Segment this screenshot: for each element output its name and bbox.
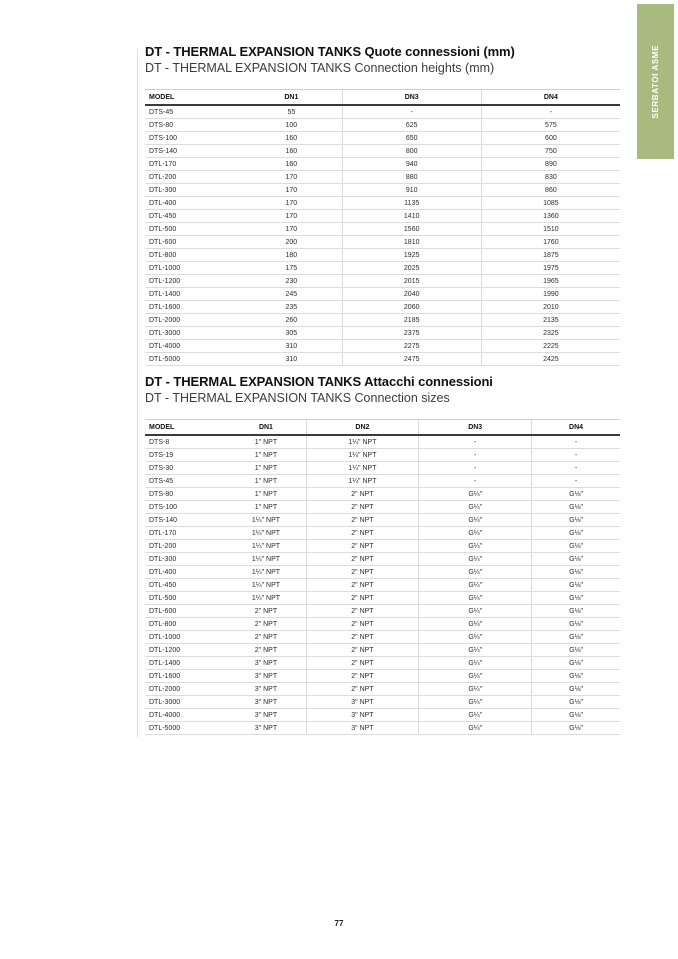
table-cell: G¼" (419, 631, 532, 644)
table-cell: - (532, 475, 620, 488)
table-cell: G⅛" (532, 709, 620, 722)
connection-sizes-table (145, 419, 620, 735)
table-row (145, 592, 620, 605)
table-cell: 170 (241, 223, 342, 236)
table-cell: G⅛" (532, 566, 620, 579)
table-cell: 2" NPT (306, 527, 419, 540)
table-cell: 3" NPT (306, 696, 419, 709)
table-cell: G⅛" (532, 488, 620, 501)
table-row (145, 644, 620, 657)
table-cell: DTS-8 (145, 435, 226, 449)
table-cell: G⅛" (532, 579, 620, 592)
side-tab-serbatoi-asme (637, 4, 674, 159)
table-cell: 2060 (342, 301, 481, 314)
table-cell: 1" NPT (226, 449, 306, 462)
table-cell: 2275 (342, 340, 481, 353)
table-cell: 3" NPT (306, 709, 419, 722)
table-cell: G⅛" (532, 501, 620, 514)
table-cell: DTL-2000 (145, 683, 226, 696)
table-cell: 3" NPT (226, 657, 306, 670)
table-row (145, 145, 620, 158)
table-cell: 3" NPT (226, 696, 306, 709)
table-cell: 2135 (481, 314, 620, 327)
table-cell: 170 (241, 184, 342, 197)
table-cell: 3" NPT (226, 709, 306, 722)
table-cell: 180 (241, 249, 342, 262)
table-cell: G⅛" (532, 657, 620, 670)
table-cell: 3" NPT (306, 722, 419, 735)
table-cell: 170 (241, 197, 342, 210)
page-number: 77 (334, 919, 344, 928)
table-cell: 1¼" NPT (226, 553, 306, 566)
table-row (145, 488, 620, 501)
table-cell: 1" NPT (226, 435, 306, 449)
table-cell: - (481, 105, 620, 119)
table-cell: 880 (342, 171, 481, 184)
table-row (145, 553, 620, 566)
table-cell: G⅛" (532, 527, 620, 540)
table-cell: 2" NPT (226, 618, 306, 631)
table-cell: DTL-500 (145, 223, 241, 236)
table-cell: 1¼" NPT (226, 566, 306, 579)
table-cell: G¼" (419, 709, 532, 722)
table-cell: - (342, 105, 481, 119)
table-cell: G⅛" (532, 618, 620, 631)
table-row (145, 119, 620, 132)
table-cell: G¼" (419, 553, 532, 566)
table-header-row (145, 420, 620, 436)
table-cell: DTL-170 (145, 527, 226, 540)
table-row (145, 210, 620, 223)
table-cell: DTL-1400 (145, 657, 226, 670)
table-cell: 1" NPT (226, 488, 306, 501)
table-row (145, 340, 620, 353)
table-cell: 100 (241, 119, 342, 132)
table-cell: DTL-400 (145, 197, 241, 210)
table-cell: 2" NPT (226, 605, 306, 618)
table-cell: G⅛" (532, 644, 620, 657)
table-cell: DTL-450 (145, 210, 241, 223)
table-row (145, 514, 620, 527)
table-cell: 2475 (342, 353, 481, 366)
table-cell: DTL-170 (145, 158, 241, 171)
table-cell: DTL-1200 (145, 644, 226, 657)
table-cell: DTL-4000 (145, 709, 226, 722)
table-cell: - (532, 449, 620, 462)
table-row (145, 566, 620, 579)
table-cell: G¼" (419, 605, 532, 618)
table-cell: DTS-80 (145, 488, 226, 501)
table-cell: DTL-1600 (145, 301, 241, 314)
table-cell: DTL-600 (145, 605, 226, 618)
table-cell: 2" NPT (306, 553, 419, 566)
table-cell: 230 (241, 275, 342, 288)
table-cell: 2" NPT (306, 683, 419, 696)
table-cell: 860 (481, 184, 620, 197)
table-cell: G¼" (419, 644, 532, 657)
table-cell: 1¼" NPT (226, 540, 306, 553)
table-cell: G⅛" (532, 553, 620, 566)
table-cell: 175 (241, 262, 342, 275)
table-header-row (145, 90, 620, 106)
table-cell: 2" NPT (306, 514, 419, 527)
table-row (145, 223, 620, 236)
table-row (145, 288, 620, 301)
section-connection-heights (145, 44, 620, 366)
table-row (145, 605, 620, 618)
table-cell: G¼" (419, 657, 532, 670)
table-row (145, 327, 620, 340)
table-row (145, 527, 620, 540)
table-cell: 1560 (342, 223, 481, 236)
table-cell: 2" NPT (306, 566, 419, 579)
table-cell: DTL-800 (145, 618, 226, 631)
table-cell: G¼" (419, 514, 532, 527)
table-cell: G⅛" (532, 514, 620, 527)
table-row (145, 618, 620, 631)
table-cell: 1" NPT (226, 475, 306, 488)
table-cell: DTL-500 (145, 592, 226, 605)
table-cell: 260 (241, 314, 342, 327)
table-cell: G¼" (419, 670, 532, 683)
section2-title: DT - THERMAL EXPANSION TANKS Attacchi connessioni (145, 374, 493, 389)
table-cell: 910 (342, 184, 481, 197)
table-row (145, 449, 620, 462)
table-cell: DTS-80 (145, 119, 241, 132)
table-cell: 2425 (481, 353, 620, 366)
table-cell: DTS-140 (145, 145, 241, 158)
table-cell: DTL-2000 (145, 314, 241, 327)
column-header: DN3 (419, 420, 532, 436)
table-row (145, 722, 620, 735)
table-cell: G¼" (419, 696, 532, 709)
table-cell: 1965 (481, 275, 620, 288)
table-row (145, 696, 620, 709)
side-tab-label: SERBATOI ASME (651, 44, 660, 119)
table-row (145, 683, 620, 696)
table-cell: DTS-45 (145, 105, 241, 119)
column-header: DN3 (342, 90, 481, 106)
table-cell: G¼" (419, 722, 532, 735)
table-cell: DTL-4000 (145, 340, 241, 353)
connection-heights-table (145, 89, 620, 366)
table-cell: 1¼" NPT (226, 592, 306, 605)
table-cell: 1¼" NPT (306, 462, 419, 475)
table-cell: 160 (241, 158, 342, 171)
table-row (145, 657, 620, 670)
table-cell: 1760 (481, 236, 620, 249)
table-cell: 1875 (481, 249, 620, 262)
table-cell: G¼" (419, 566, 532, 579)
column-header: DN1 (226, 420, 306, 436)
table-row (145, 709, 620, 722)
table-cell: DTS-19 (145, 449, 226, 462)
table-cell: 3" NPT (226, 722, 306, 735)
table-cell: G¼" (419, 488, 532, 501)
table-cell: G¼" (419, 592, 532, 605)
table-cell: 1¼" NPT (306, 435, 419, 449)
table-cell: DTL-1000 (145, 262, 241, 275)
table-cell: 245 (241, 288, 342, 301)
table-cell: 1¼" NPT (226, 527, 306, 540)
table-cell: 3" NPT (226, 683, 306, 696)
table-cell: 2" NPT (306, 657, 419, 670)
table-cell: 1990 (481, 288, 620, 301)
table-cell: 2010 (481, 301, 620, 314)
table-cell: DTS-100 (145, 501, 226, 514)
table-cell: 1" NPT (226, 501, 306, 514)
table-cell: DTL-300 (145, 184, 241, 197)
left-margin-rule (137, 49, 138, 737)
table-cell: 2" NPT (306, 618, 419, 631)
table-cell: 170 (241, 210, 342, 223)
table-cell: 2" NPT (306, 579, 419, 592)
table-cell: 1925 (342, 249, 481, 262)
table-cell: DTL-5000 (145, 722, 226, 735)
table-cell: 1¼" NPT (306, 475, 419, 488)
table-cell: DTL-200 (145, 171, 241, 184)
table-cell: G⅛" (532, 696, 620, 709)
table-cell: DTS-100 (145, 132, 241, 145)
table-row (145, 158, 620, 171)
table-cell: 2" NPT (306, 592, 419, 605)
table-cell: G¼" (419, 579, 532, 592)
table-row (145, 314, 620, 327)
table-cell: G⅛" (532, 592, 620, 605)
table-cell: 1510 (481, 223, 620, 236)
table-cell: G⅛" (532, 631, 620, 644)
table-row (145, 105, 620, 119)
table-cell: DTS-140 (145, 514, 226, 527)
table-cell: - (419, 435, 532, 449)
table-cell: G¼" (419, 618, 532, 631)
table-cell: 625 (342, 119, 481, 132)
table-cell: 940 (342, 158, 481, 171)
table-cell: 830 (481, 171, 620, 184)
table-cell: DTL-600 (145, 236, 241, 249)
table-cell: 170 (241, 171, 342, 184)
table-cell: 310 (241, 340, 342, 353)
table-cell: DTL-1600 (145, 670, 226, 683)
table-cell: G⅛" (532, 670, 620, 683)
table-cell: G⅛" (532, 540, 620, 553)
table-cell: DTL-1400 (145, 288, 241, 301)
table-cell: 2" NPT (306, 488, 419, 501)
column-header: DN4 (481, 90, 620, 106)
table-cell: 1¼" NPT (306, 449, 419, 462)
table-cell: G⅛" (532, 722, 620, 735)
table-cell: 2040 (342, 288, 481, 301)
section2-subtitle: DT - THERMAL EXPANSION TANKS Connection sizes (145, 391, 450, 405)
table-cell: DTS-45 (145, 475, 226, 488)
table-cell: 2" NPT (306, 605, 419, 618)
table-cell: 55 (241, 105, 342, 119)
table-row (145, 262, 620, 275)
table-cell: 310 (241, 353, 342, 366)
table-row (145, 462, 620, 475)
section1-subtitle: DT - THERMAL EXPANSION TANKS Connection heights (mm) (145, 61, 495, 75)
table-row (145, 631, 620, 644)
table-cell: 1¼" NPT (226, 514, 306, 527)
table-cell: - (419, 462, 532, 475)
section1-title: DT - THERMAL EXPANSION TANKS Quote connessioni (mm) (145, 44, 515, 59)
table-cell: 1810 (342, 236, 481, 249)
table-row (145, 236, 620, 249)
table-row (145, 197, 620, 210)
table-cell: DTL-1200 (145, 275, 241, 288)
table-row (145, 275, 620, 288)
table-cell: DTL-3000 (145, 327, 241, 340)
table-row (145, 353, 620, 366)
table-cell: - (419, 449, 532, 462)
table-cell: 2225 (481, 340, 620, 353)
table-cell: - (419, 475, 532, 488)
table-cell: 1410 (342, 210, 481, 223)
table-cell: 2" NPT (226, 644, 306, 657)
table-row (145, 540, 620, 553)
table-row (145, 501, 620, 514)
table-cell: DTL-450 (145, 579, 226, 592)
table-cell: - (532, 435, 620, 449)
table-cell: G¼" (419, 540, 532, 553)
column-header: MODEL (145, 420, 226, 436)
table-row (145, 184, 620, 197)
table-row (145, 249, 620, 262)
table-cell: 1085 (481, 197, 620, 210)
table-cell: G¼" (419, 527, 532, 540)
table-row (145, 579, 620, 592)
table-row (145, 670, 620, 683)
table-row (145, 475, 620, 488)
table-cell: DTL-800 (145, 249, 241, 262)
table-cell: G¼" (419, 683, 532, 696)
table-cell: 305 (241, 327, 342, 340)
table-cell: 235 (241, 301, 342, 314)
table-row (145, 171, 620, 184)
table-cell: 2" NPT (306, 670, 419, 683)
table-cell: DTL-5000 (145, 353, 241, 366)
table-cell: DTL-200 (145, 540, 226, 553)
table-cell: 160 (241, 145, 342, 158)
table-cell: 2025 (342, 262, 481, 275)
table-cell: DTL-400 (145, 566, 226, 579)
table-cell: 200 (241, 236, 342, 249)
table-cell: G⅛" (532, 605, 620, 618)
column-header: MODEL (145, 90, 241, 106)
table-cell: 1360 (481, 210, 620, 223)
table-row (145, 435, 620, 449)
column-header: DN2 (306, 420, 419, 436)
table-cell: 650 (342, 132, 481, 145)
table-cell: 600 (481, 132, 620, 145)
table-cell: - (532, 462, 620, 475)
table-cell: 3" NPT (226, 670, 306, 683)
table-cell: 1135 (342, 197, 481, 210)
column-header: DN1 (241, 90, 342, 106)
table-row (145, 301, 620, 314)
table-cell: DTL-300 (145, 553, 226, 566)
table-cell: 2" NPT (306, 631, 419, 644)
table-cell: 750 (481, 145, 620, 158)
table-cell: 2015 (342, 275, 481, 288)
table-cell: 2" NPT (306, 501, 419, 514)
table-cell: 800 (342, 145, 481, 158)
table-cell: G¼" (419, 501, 532, 514)
table-row (145, 132, 620, 145)
table-cell: 2" NPT (306, 644, 419, 657)
table-cell: 2375 (342, 327, 481, 340)
table-cell: 2185 (342, 314, 481, 327)
column-header: DN4 (532, 420, 620, 436)
section-connection-sizes (145, 374, 620, 735)
table-cell: 1¼" NPT (226, 579, 306, 592)
table-cell: DTS-30 (145, 462, 226, 475)
table-cell: DTL-1000 (145, 631, 226, 644)
table-cell: DTL-3000 (145, 696, 226, 709)
table-cell: 575 (481, 119, 620, 132)
table-cell: 1975 (481, 262, 620, 275)
table-cell: 1" NPT (226, 462, 306, 475)
table-cell: 2325 (481, 327, 620, 340)
table-cell: 160 (241, 132, 342, 145)
table-cell: 2" NPT (306, 540, 419, 553)
table-cell: 2" NPT (226, 631, 306, 644)
table-cell: 890 (481, 158, 620, 171)
table-cell: G⅛" (532, 683, 620, 696)
